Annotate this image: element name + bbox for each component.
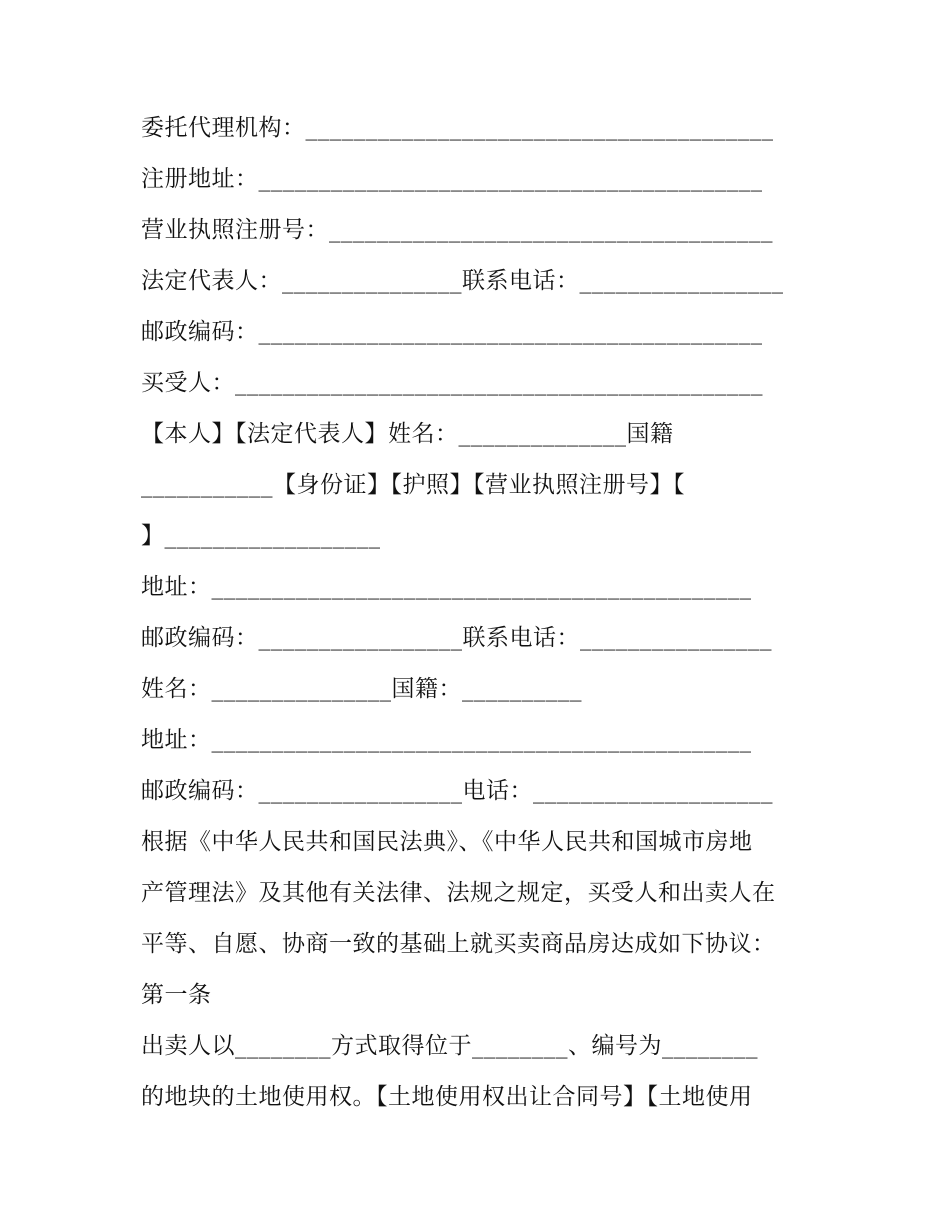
buyer-line: 买受人：____________________________________________ bbox=[141, 370, 763, 396]
legal-basis-paragraph-line-3: 平等、自愿、协商一致的基础上就买卖商品房达成如下协议： bbox=[141, 931, 776, 957]
land-use-paragraph-line-1: 出卖人以________方式取得位于________、编号为________ bbox=[141, 1033, 758, 1059]
land-use-paragraph-line-2: 的地块的土地使用权。【土地使用权出让合同号】【土地使用 bbox=[141, 1084, 753, 1110]
buyer-address-line: 地址：_____________________________________________ bbox=[141, 574, 752, 600]
agent-organization-line: 委托代理机构：_______________________________________ bbox=[141, 115, 774, 141]
buyer-identity-name-nationality-line: 【本人】【法定代表人】姓名：______________国籍 bbox=[141, 421, 674, 447]
business-license-number-line: 营业执照注册号：_____________________________________ bbox=[141, 217, 773, 243]
address-line: 地址：_____________________________________________ bbox=[141, 727, 752, 753]
registered-address-line: 注册地址：__________________________________________ bbox=[141, 166, 763, 192]
postal-code-line: 邮政编码：__________________________________________ bbox=[141, 319, 763, 345]
name-nationality-line: 姓名：_______________国籍：__________ bbox=[141, 676, 582, 702]
document-body bbox=[141, 103, 821, 1123]
postal-phone-line: 邮政编码：_________________电话：____________________ bbox=[141, 778, 773, 804]
article-one-heading: 第一条 bbox=[141, 982, 212, 1008]
legal-basis-paragraph-line-2: 产管理法》及其他有关法律、法规之规定，买受人和出卖人在 bbox=[141, 880, 776, 906]
legal-representative-phone-line: 法定代表人：_______________联系电话：_________________ bbox=[141, 268, 784, 294]
buyer-document-number-line: 】__________________ bbox=[141, 523, 381, 549]
buyer-postal-phone-line: 邮政编码：_________________联系电话：________________ bbox=[141, 625, 772, 651]
legal-basis-paragraph-line-1: 根据《中华人民共和国民法典》、《中华人民共和国城市房地 bbox=[141, 829, 753, 855]
buyer-document-type-line: ___________【身份证】【护照】【营业执照注册号】【 bbox=[141, 472, 685, 498]
